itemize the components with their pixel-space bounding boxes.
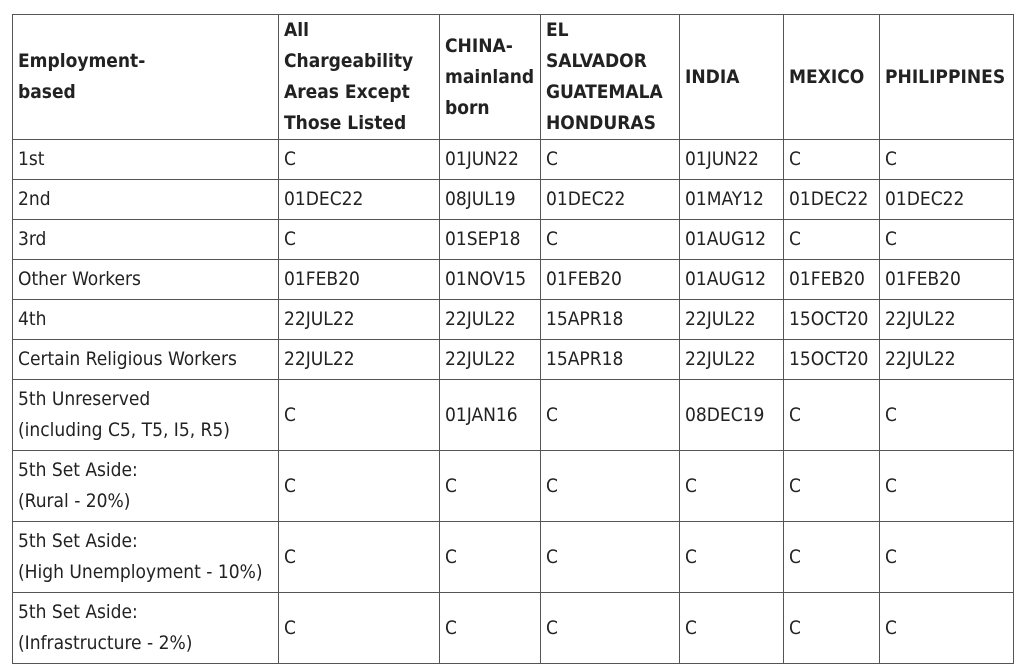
cell-philippines: 01FEB20 [880,260,1014,300]
row-category-label: 5th Set Aside: (High Unemployment - 10%) [18,530,263,583]
cell-el-salvador-guatemala-honduras: 15APR18 [541,300,680,340]
cell-india: 22JUL22 [680,300,784,340]
header-india: INDIA [680,15,784,140]
cell-india: 01MAY12 [680,180,784,220]
cell-india: 08DEC19 [680,380,784,451]
cell-el-salvador-guatemala-honduras: 15APR18 [541,340,680,380]
cell-mexico: C [784,593,880,664]
header-all-chargeability: All Chargeability Areas Except Those Listed [279,15,440,140]
cell-all-chargeability: 22JUL22 [279,300,440,340]
cell-all-chargeability: C [279,380,440,451]
cell-mexico: C [784,140,880,180]
row-category-label: Certain Religious Workers [18,348,237,370]
cell-mexico: 15OCT20 [784,340,880,380]
table-row [13,340,1014,380]
cell-mexico: 01DEC22 [784,180,880,220]
cell-india: 22JUL22 [680,340,784,380]
cell-philippines: C [880,380,1014,451]
cell-india: 01AUG12 [680,260,784,300]
row-category-label: 2nd [18,188,51,210]
row-category-cell [13,340,279,380]
cell-el-salvador-guatemala-honduras: C [541,380,680,451]
cell-india: 01JUN22 [680,140,784,180]
cell-all-chargeability: 01DEC22 [279,180,440,220]
cell-china: 01NOV15 [440,260,541,300]
cell-china: C [440,451,541,522]
row-category-cell [13,140,279,180]
cell-el-salvador-guatemala-honduras: C [541,593,680,664]
cell-china: 22JUL22 [440,340,541,380]
cell-china: 22JUL22 [440,300,541,340]
table-row [13,300,1014,340]
cell-mexico: C [784,451,880,522]
cell-all-chargeability: C [279,220,440,260]
header-el-salvador-guatemala-honduras: EL SALVADOR GUATEMALA HONDURAS [541,15,680,140]
cell-all-chargeability: C [279,522,440,593]
cell-mexico: C [784,220,880,260]
cell-el-salvador-guatemala-honduras: C [541,451,680,522]
table-row [13,380,1014,451]
row-category-cell [13,522,279,593]
cell-philippines: 22JUL22 [880,340,1014,380]
cell-mexico: 15OCT20 [784,300,880,340]
row-category-label: 5th Unreserved (including C5, T5, I5, R5) [18,388,230,441]
row-category-label: Other Workers [18,268,141,290]
table-row [13,220,1014,260]
table-header-row [13,15,1014,140]
cell-india: 01AUG12 [680,220,784,260]
header-philippines: PHILIPPINES [880,15,1014,140]
row-category-label: 5th Set Aside: (Rural - 20%) [18,459,138,512]
table-row [13,140,1014,180]
cell-philippines: C [880,451,1014,522]
cell-philippines: C [880,220,1014,260]
visa-bulletin-table [12,14,1014,664]
row-category-cell [13,300,279,340]
cell-india: C [680,593,784,664]
header-mexico: MEXICO [784,15,880,140]
row-category-cell [13,260,279,300]
row-category-cell [13,451,279,522]
cell-all-chargeability: 01FEB20 [279,260,440,300]
cell-all-chargeability: C [279,451,440,522]
cell-el-salvador-guatemala-honduras: 01DEC22 [541,180,680,220]
row-category-cell [13,593,279,664]
cell-india: C [680,451,784,522]
table-row [13,180,1014,220]
cell-all-chargeability: C [279,593,440,664]
header-china: CHINA- mainland born [440,15,541,140]
row-category-label: 3rd [18,228,47,250]
row-category-label: 4th [18,308,47,330]
cell-china: C [440,522,541,593]
cell-mexico: 01FEB20 [784,260,880,300]
row-category-cell [13,180,279,220]
row-category-label: 5th Set Aside: (Infrastructure - 2%) [18,601,193,654]
table-row [13,522,1014,593]
cell-all-chargeability: 22JUL22 [279,340,440,380]
table-row [13,260,1014,300]
cell-el-salvador-guatemala-honduras: 01FEB20 [541,260,680,300]
cell-philippines: 22JUL22 [880,300,1014,340]
cell-el-salvador-guatemala-honduras: C [541,220,680,260]
cell-philippines: C [880,522,1014,593]
cell-el-salvador-guatemala-honduras: C [541,140,680,180]
cell-philippines: C [880,140,1014,180]
row-category-cell [13,220,279,260]
cell-china: 01JAN16 [440,380,541,451]
cell-china: 01JUN22 [440,140,541,180]
table-row [13,593,1014,664]
cell-philippines: C [880,593,1014,664]
cell-mexico: C [784,522,880,593]
cell-all-chargeability: C [279,140,440,180]
cell-india: C [680,522,784,593]
row-category-label: 1st [18,148,45,170]
cell-philippines: 01DEC22 [880,180,1014,220]
cell-mexico: C [784,380,880,451]
header-employment-based: Employment- based [13,15,279,140]
cell-china: 01SEP18 [440,220,541,260]
cell-el-salvador-guatemala-honduras: C [541,522,680,593]
cell-china: 08JUL19 [440,180,541,220]
table-row [13,451,1014,522]
row-category-cell [13,380,279,451]
cell-china: C [440,593,541,664]
